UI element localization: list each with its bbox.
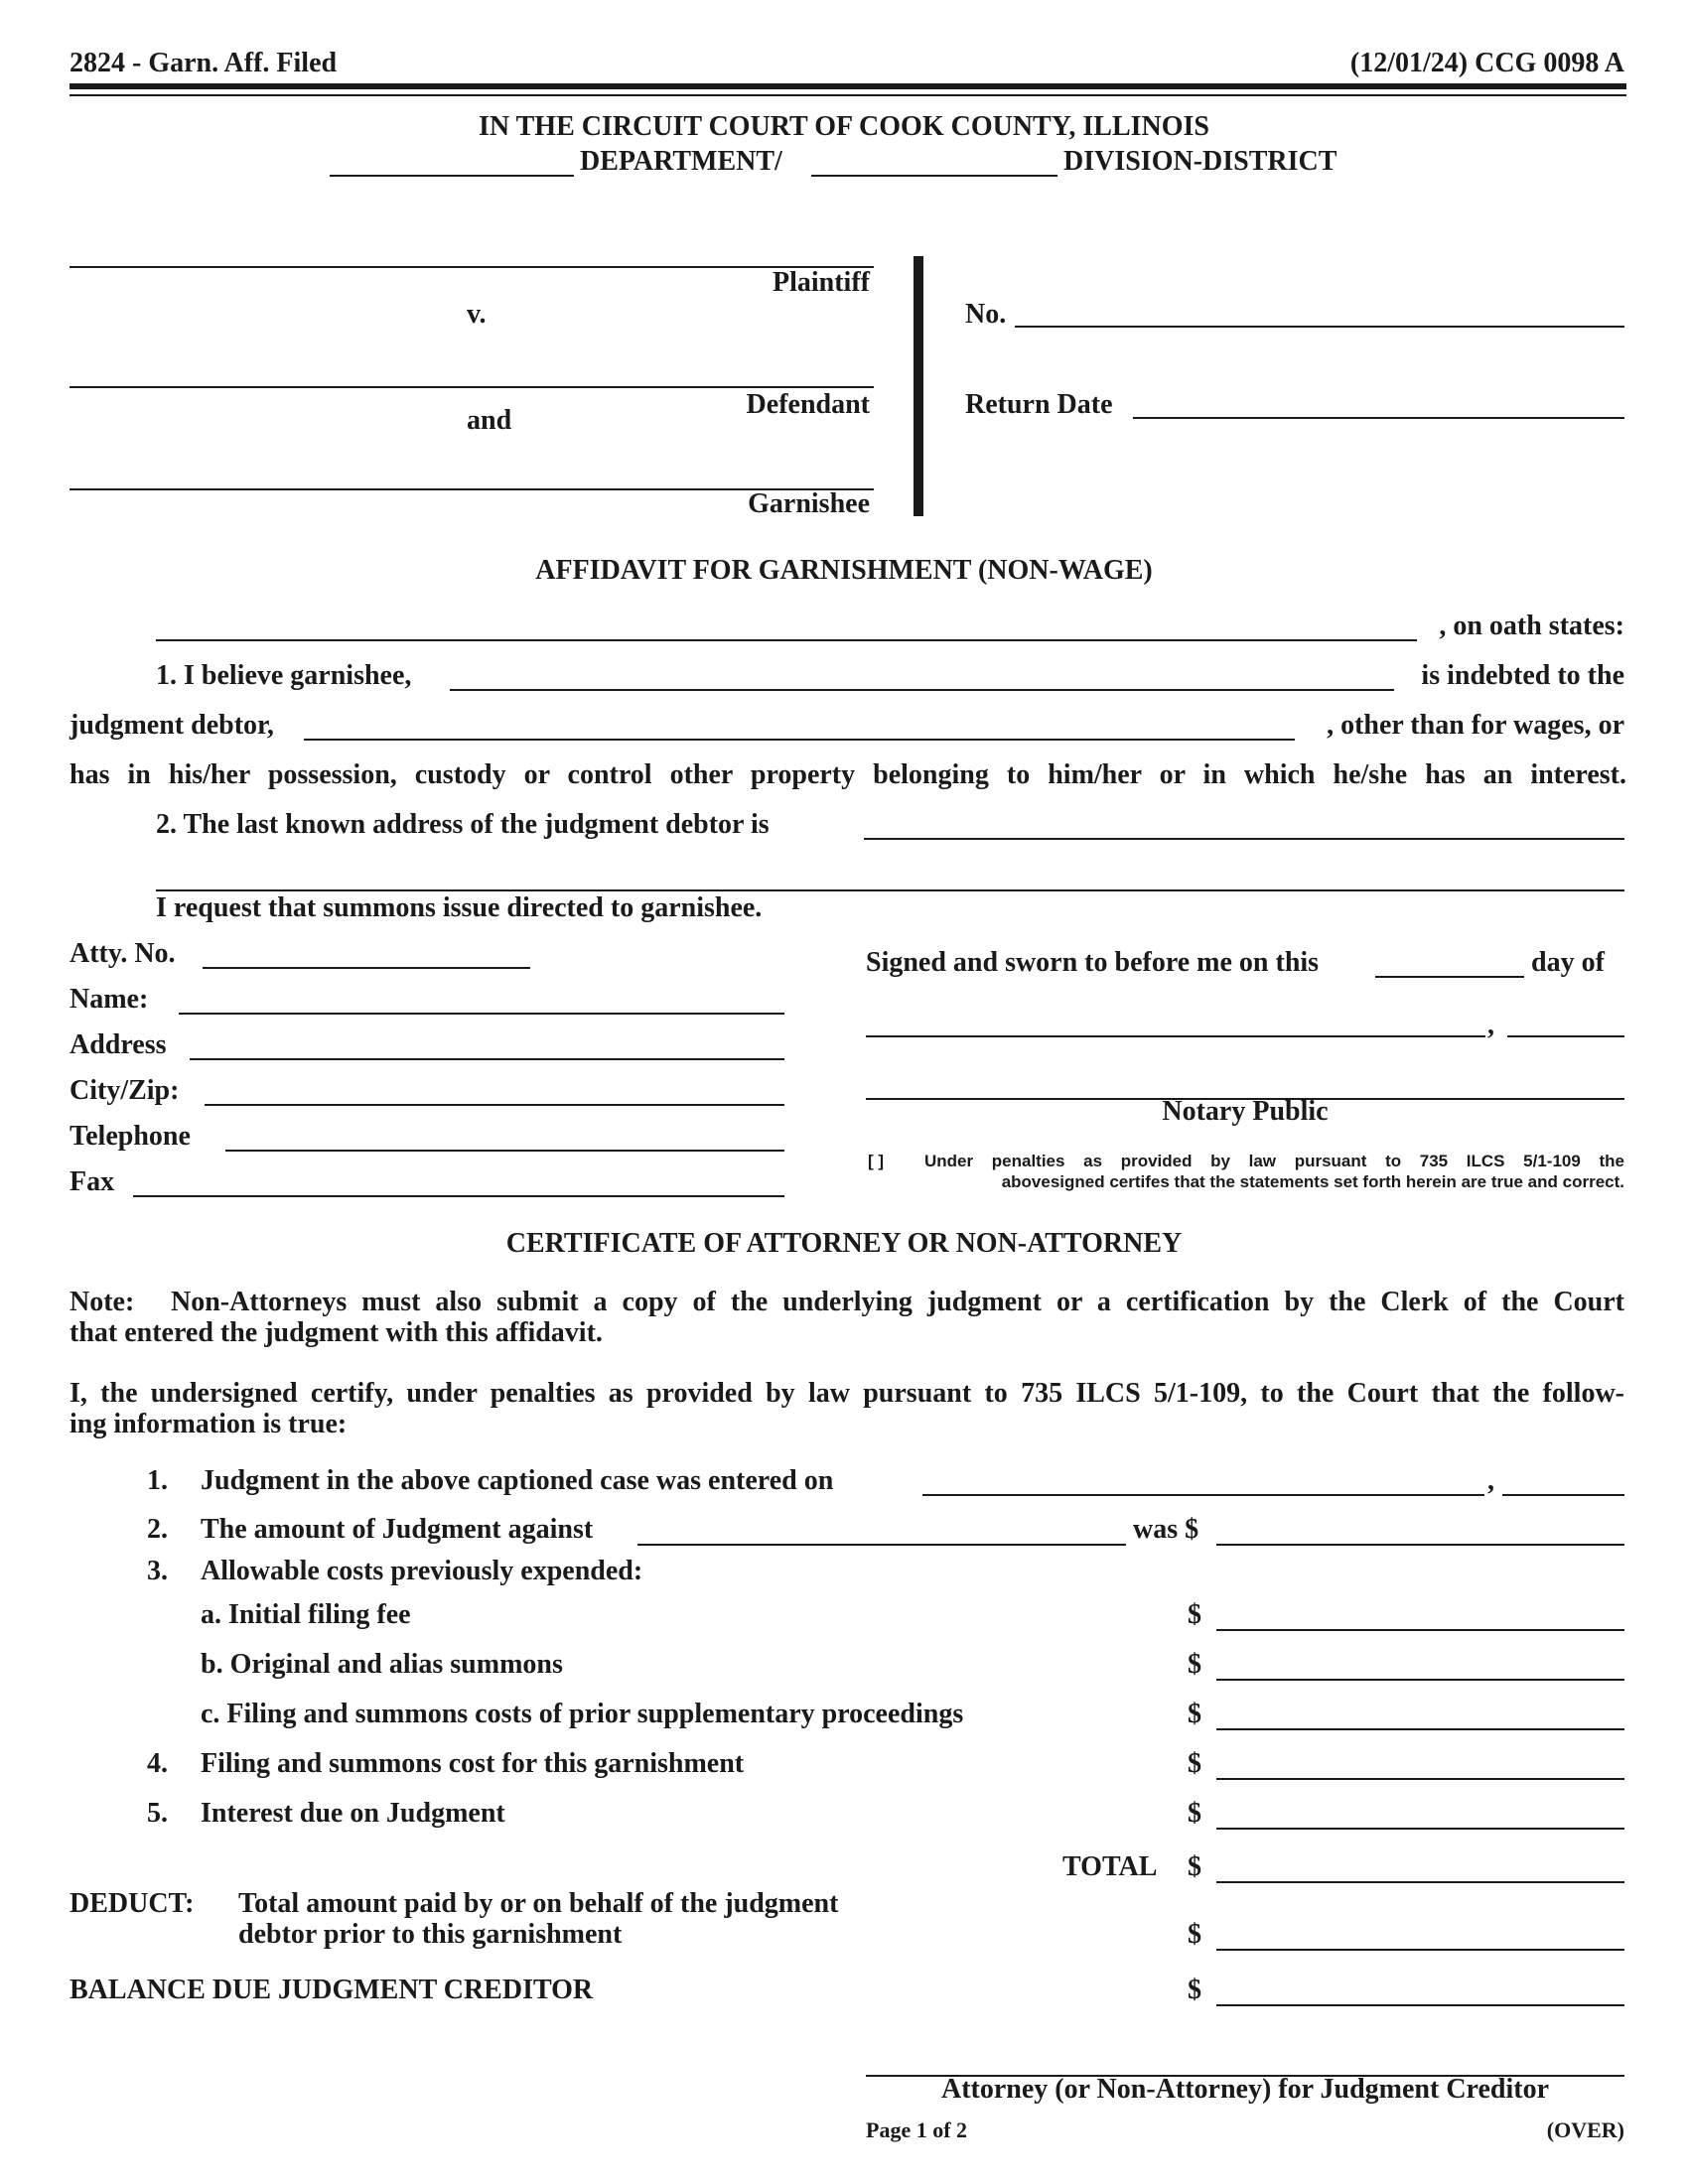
header-rule-thick <box>70 83 1626 89</box>
day-of-text: day of <box>1531 947 1605 978</box>
item1-line2-end: , other than for wages, or <box>1327 710 1624 741</box>
item-3b-text: b. Original and alias summons <box>201 1649 563 1680</box>
defendant-label: Defendant <box>746 389 870 420</box>
notary-comma: , <box>1487 1010 1494 1040</box>
item1-start: 1. I believe garnishee, <box>156 660 412 691</box>
judgment-amount-field[interactable] <box>1216 1544 1624 1546</box>
notary-month-field[interactable] <box>866 1035 1485 1037</box>
fax-field[interactable] <box>133 1195 784 1197</box>
note-label: Note: <box>70 1287 135 1317</box>
debtor-address-field-2[interactable] <box>156 889 1624 891</box>
signed-sworn-text: Signed and sworn to before me on this <box>866 947 1320 978</box>
city-zip-field[interactable] <box>205 1104 784 1106</box>
item-1-comma: , <box>1487 1465 1494 1496</box>
item-4-text: Filing and summons cost for this garnishment <box>201 1748 745 1779</box>
note-line-1: Non-Attorneys must also submit a copy of the underlying judgment or a certification by the Clerk of the Court <box>171 1287 1624 1317</box>
item-1-text: Judgment in the above captioned case was entered on <box>201 1465 834 1496</box>
return-date-label: Return Date <box>965 389 1113 420</box>
note-line-2: that entered the judgment with this affidavit. <box>70 1317 603 1348</box>
garnishee-name-field[interactable] <box>450 689 1394 691</box>
item-5-dollar: $ <box>1188 1798 1201 1829</box>
judgment-debtor-field[interactable] <box>304 739 1295 741</box>
debtor-address-field[interactable] <box>864 838 1624 840</box>
garnishment-cost-field[interactable] <box>1216 1778 1624 1780</box>
initial-filing-fee-field[interactable] <box>1216 1629 1624 1631</box>
case-no-field[interactable] <box>1015 326 1624 328</box>
item-3b-dollar: $ <box>1188 1649 1201 1680</box>
deduct-amount-field[interactable] <box>1216 1949 1624 1951</box>
plaintiff-label: Plaintiff <box>773 267 870 298</box>
over-label: (OVER) <box>1546 2117 1624 2142</box>
item-4-dollar: $ <box>1188 1748 1201 1779</box>
balance-dollar: $ <box>1188 1975 1201 2005</box>
item-3a-text: a. Initial filing fee <box>201 1599 411 1630</box>
and-label: and <box>467 405 512 436</box>
judgment-date-field[interactable] <box>922 1494 1484 1496</box>
alias-summons-field[interactable] <box>1216 1679 1624 1681</box>
signature-caption: Attorney (or Non-Attorney) for Judgment Creditor <box>941 2074 1549 2105</box>
certify-line-1: I, the undersigned certify, under penalties as provided by law pursuant to 735 ILCS 5/1-109, to the Court that the follow- <box>70 1378 1624 1409</box>
notary-year-field[interactable] <box>1507 1035 1624 1037</box>
form-code: (12/01/24) CCG 0098 A <box>1349 48 1624 78</box>
oath-text: , on oath states: <box>1439 611 1624 641</box>
total-dollar: $ <box>1188 1851 1201 1882</box>
item1-end: is indebted to the <box>1421 660 1624 691</box>
total-field[interactable] <box>1216 1881 1624 1883</box>
atty-no-label: Atty. No. <box>70 938 176 969</box>
prior-proceedings-costs-field[interactable] <box>1216 1728 1624 1730</box>
item-2-was: was $ <box>1133 1514 1199 1545</box>
page-number: Page 1 of 2 <box>866 2117 968 2142</box>
penalty-line-2: abovesigned certifes that the statements set forth herein are true and correct. <box>1001 1172 1624 1191</box>
item2-text: 2. The last known address of the judgment debtor is <box>156 809 770 840</box>
item1-line3: has in his/her possession, custody or control other property belonging to him/her or in which he/she has an interest. <box>70 759 1626 790</box>
court-title: IN THE CIRCUIT COURT OF COOK COUNTY, ILLINOIS <box>479 111 1209 142</box>
address-field[interactable] <box>190 1058 784 1060</box>
atty-no-field[interactable] <box>203 967 530 969</box>
request-text: I request that summons issue directed to garnishee. <box>156 892 763 923</box>
item-3-number: 3. <box>147 1556 168 1586</box>
penalty-checkbox[interactable]: [ ] <box>868 1152 885 1170</box>
garnishee-label: Garnishee <box>748 488 870 519</box>
caption-divider <box>914 256 923 516</box>
name-field[interactable] <box>179 1013 784 1015</box>
return-date-field[interactable] <box>1133 417 1624 419</box>
fax-label: Fax <box>70 1166 115 1197</box>
header-rule-thin <box>70 94 1626 96</box>
item-5-number: 5. <box>147 1798 168 1829</box>
notary-public-label: Notary Public <box>1162 1096 1329 1127</box>
item-3-text: Allowable costs previously expended: <box>201 1556 643 1586</box>
deduct-line-1: Total amount paid by or on behalf of the judgment <box>238 1888 839 1919</box>
department-label: DEPARTMENT/ <box>580 146 782 177</box>
item-3c-dollar: $ <box>1188 1699 1201 1729</box>
certificate-title: CERTIFICATE OF ATTORNEY OR NON-ATTORNEY <box>505 1228 1183 1259</box>
item1-line2-start: judgment debtor, <box>70 710 274 741</box>
defendant-field[interactable] <box>70 386 874 388</box>
telephone-label: Telephone <box>70 1121 191 1152</box>
notary-day-field[interactable] <box>1375 976 1524 978</box>
item-5-text: Interest due on Judgment <box>201 1798 505 1829</box>
item-1-number: 1. <box>147 1465 168 1496</box>
division-label: DIVISION-DISTRICT <box>1063 146 1337 177</box>
name-label: Name: <box>70 984 149 1015</box>
interest-due-field[interactable] <box>1216 1828 1624 1830</box>
address-label: Address <box>70 1029 167 1060</box>
penalty-line-1: Under penalties as provided by law pursuant to 735 ILCS 5/1-109 the <box>924 1152 1624 1170</box>
total-label: TOTAL <box>1062 1851 1158 1882</box>
item-2-text: The amount of Judgment against <box>201 1514 594 1545</box>
division-field[interactable] <box>811 175 1057 177</box>
case-no-label: No. <box>965 299 1007 330</box>
affiant-name-field[interactable] <box>156 639 1417 641</box>
deduct-dollar: $ <box>1188 1919 1201 1950</box>
item-3a-dollar: $ <box>1188 1599 1201 1630</box>
item-4-number: 4. <box>147 1748 168 1779</box>
telephone-field[interactable] <box>225 1150 784 1152</box>
judgment-against-field[interactable] <box>637 1544 1126 1546</box>
balance-amount-field[interactable] <box>1216 2004 1624 2006</box>
department-field[interactable] <box>330 175 574 177</box>
form-id: 2824 - Garn. Aff. Filed <box>70 48 338 78</box>
item-2-number: 2. <box>147 1514 168 1545</box>
city-zip-label: City/Zip: <box>70 1075 180 1106</box>
certify-line-2: ing information is true: <box>70 1409 348 1439</box>
affidavit-title: AFFIDAVIT FOR GARNISHMENT (NON-WAGE) <box>535 555 1153 586</box>
balance-label: BALANCE DUE JUDGMENT CREDITOR <box>70 1975 594 2005</box>
deduct-line-2: debtor prior to this garnishment <box>238 1919 623 1950</box>
versus-label: v. <box>467 299 487 330</box>
item-3c-text: c. Filing and summons costs of prior supplementary proceedings <box>201 1699 964 1729</box>
deduct-label: DEDUCT: <box>70 1888 195 1919</box>
judgment-year-field[interactable] <box>1502 1494 1624 1496</box>
